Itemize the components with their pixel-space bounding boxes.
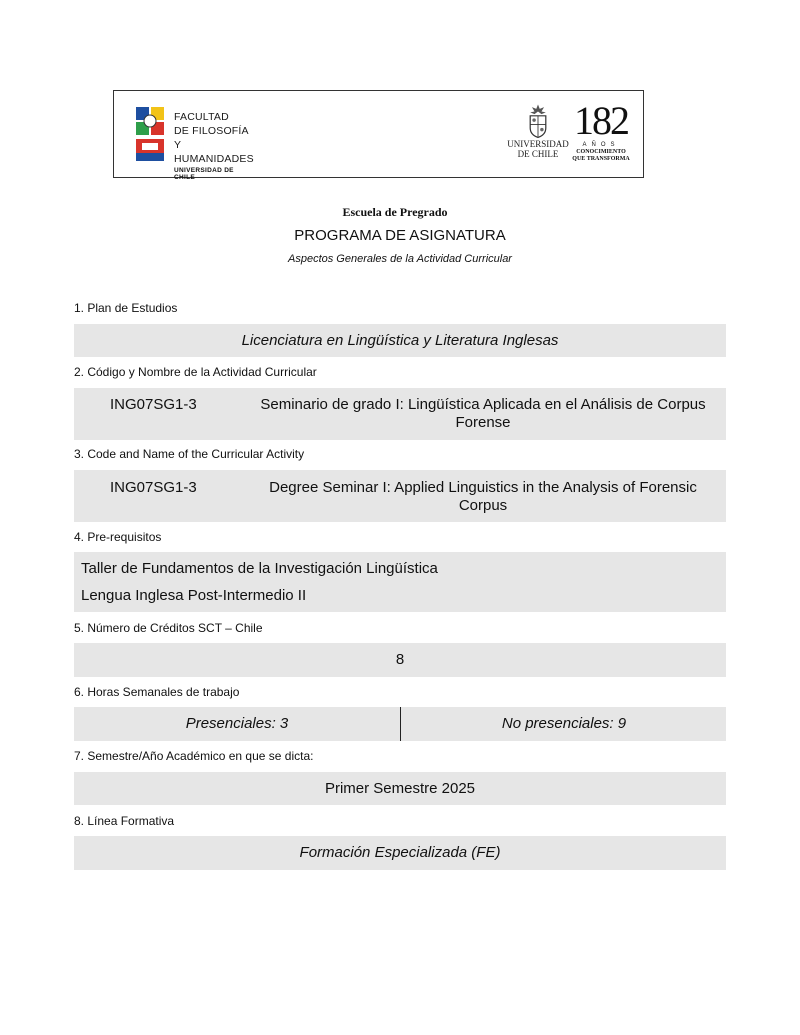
header-logo-box [113, 90, 644, 181]
creditos-label: 5. Número de Créditos SCT – Chile [74, 621, 263, 635]
uchile-crest-icon [525, 103, 551, 139]
program-subtitle: Aspectos Generales de la Actividad Curricular [288, 253, 512, 265]
faculty-line-4: UNIVERSIDAD DE CHILE [174, 167, 234, 181]
code-en-code: ING07SG1-3 [110, 479, 197, 496]
plan-label: 1. Plan de Estudios [74, 301, 178, 315]
semestre-value: Primer Semestre 2025 [324, 780, 476, 797]
faculty-crest-icon [134, 105, 166, 165]
linea-value: Formación Especializada (FE) [299, 844, 501, 861]
faculty-line-1: FACULTAD [174, 111, 229, 123]
prereq-label: 4. Pre-requisitos [74, 530, 162, 544]
linea-box [74, 836, 726, 870]
horas-no-presenciales: No presenciales: 9 [501, 715, 627, 732]
program-title: PROGRAMA DE ASIGNATURA [294, 227, 506, 244]
horas-label: 6. Horas Semanales de trabajo [74, 685, 240, 699]
school-title: Escuela de Pregrado [342, 205, 448, 219]
plan-value: Licenciatura en Lingüística y Literatura Inglesas [241, 332, 559, 349]
codigo-box [74, 388, 726, 440]
semestre-box [74, 772, 726, 805]
prereq-item-1: Taller de Fundamentos de la Investigación Lingüística [81, 560, 438, 577]
uchile-logo [506, 103, 570, 169]
code-en-label: 3. Code and Name of the Curricular Activity [74, 447, 305, 461]
creditos-value: 8 [395, 651, 405, 668]
faculty-name [174, 110, 254, 181]
linea-label: 8. Línea Formativa [74, 814, 175, 828]
creditos-box [74, 643, 726, 677]
anniversary-number: 182 [574, 98, 628, 143]
plan-box [74, 324, 726, 357]
faculty-logo [134, 105, 254, 181]
horas-presenciales: Presenciales: 3 [185, 715, 289, 732]
anniversary-anos: AÑOS [582, 142, 620, 148]
uchile-line-1: UNIVERSIDAD [507, 139, 569, 149]
code-en-box [74, 470, 726, 522]
uchile-line-2: DE CHILE [517, 149, 559, 159]
prereq-item-2: Lengua Inglesa Post-Intermedio II [81, 587, 307, 604]
horas-box [74, 707, 726, 741]
anniversary-tagline-2: QUE TRANSFORMA [572, 156, 630, 162]
prereq-box [74, 552, 726, 612]
semestre-label: 7. Semestre/Año Académico en que se dicta: [74, 749, 314, 763]
codigo-label: 2. Código y Nombre de la Actividad Curricular [74, 365, 317, 379]
anniversary-logo [572, 98, 630, 163]
codigo-code: ING07SG1-3 [110, 396, 197, 413]
faculty-line-2: DE FILOSOFÍA [174, 125, 249, 137]
anniversary-tagline-1: CONOCIMIENTO [576, 149, 626, 155]
code-en-name: Degree Seminar I: Applied Linguistics in the Analysis of Forensic Corpus [269, 479, 697, 514]
faculty-line-3: Y HUMANIDADES [174, 139, 254, 165]
codigo-name: Seminario de grado I: Lingüística Aplicada en el Análisis de Corpus Forense [260, 396, 706, 431]
